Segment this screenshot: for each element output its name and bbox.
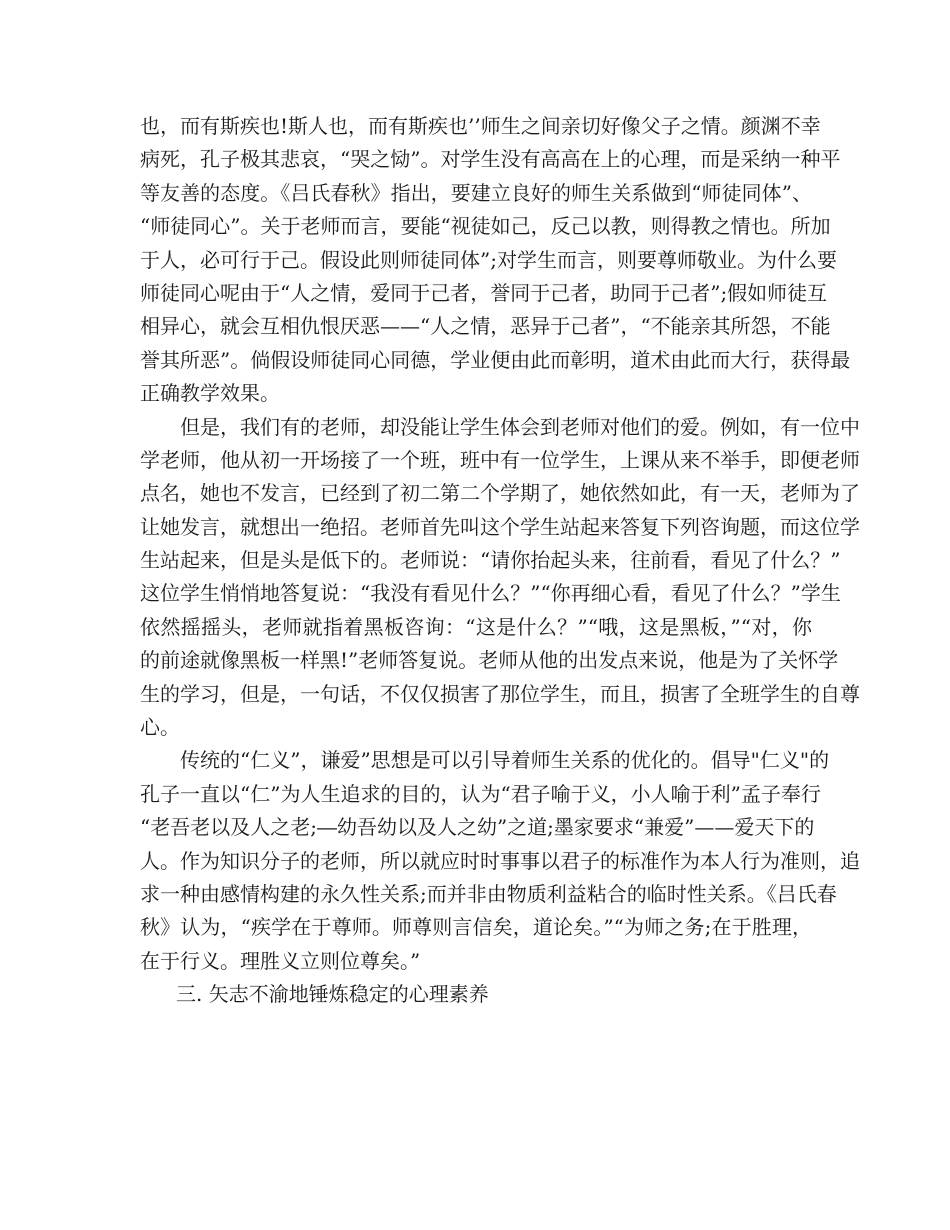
paragraph-line: 秋》认为，“疾学在于尊师。师尊则言信矣，道论矣。”“为师之务;在于胜理，: [140, 915, 812, 940]
paragraph-line: 生站起来，但是头是低下的。老师说：“请你抬起头来，往前看，看见了什么？”: [140, 548, 841, 573]
paragraph-line: 学老师，他从初一开场接了一个班，班中有一位学生，上课从来不举手，即便老师: [140, 447, 860, 472]
paragraph-line: 依然摇摇头，老师就指着黑板咨询：“这是什么？”“哦，这是黑板，”“对，你: [140, 614, 812, 639]
paragraph-line: 点名，她也不发言，已经到了初二第二个学期了，她依然如此，有一天，老师为了: [140, 481, 860, 506]
paragraph-line: 师徒同心呢由于“人之情，爱同于己者，誉同于己者，助同于己者”;假如师徒互: [140, 280, 828, 305]
paragraph-line: 心。: [140, 715, 180, 740]
paragraph-first-line: 但是，我们有的老师，却没能让学生体会到老师对他们的爱。例如，有一位中: [180, 414, 860, 439]
paragraph-line: 于人，必可行于己。假设此则师徒同体”;对学生而言，则要尊师敬业。为什么要: [140, 247, 837, 272]
paragraph-line: “老吾老以及人之老;―幼吾幼以及人之幼”之道;墨家要求“兼爱”——爱天下的: [140, 815, 815, 840]
paragraph-line: 这位学生悄悄地答复说：“我没有看见什么？”“你再细心看，看见了什么？”学生: [140, 581, 841, 606]
paragraph-line: 正确教学效果。: [140, 381, 280, 406]
paragraph-line: 让她发言，就想出一绝招。老师首先叫这个学生站起来答复下列咨询题，而这位学: [140, 514, 860, 539]
paragraph-line: 的前途就像黑板一样黑!”老师答复说。老师从他的出发点来说，他是为了关怀学: [140, 648, 839, 673]
paragraph-line: 誉其所恶”。倘假设师徒同心同德，学业便由此而彰明，道术由此而大行，获得最: [140, 347, 851, 372]
paragraph-line: 求一种由感情构建的永久性关系;而并非由物质利益粘合的临时性关系。《吕氏春: [140, 881, 837, 906]
paragraph-line: 也，而有斯疾也!斯人也，而有斯疾也’’师生之间亲切好像父子之情。颜渊不幸: [140, 114, 821, 138]
paragraph-line: 等友善的态度。《吕氏春秋》指出，要建立良好的师生关系做到“师徒同体”、: [140, 180, 812, 205]
body-text: [140, 110, 860, 1012]
paragraph-line: 孔子一直以“仁”为人生追求的目的，认为“君子喻于义，小人喻于利”孟子奉行: [140, 781, 821, 806]
paragraph-line: 相异心，就会互相仇恨厌恶——“人之情，恶异于己者”，“不能亲其所怨，不能: [140, 314, 831, 339]
paragraph-line: 在于行义。理胜义立则位尊矣。”: [140, 948, 421, 973]
paragraph-line: “师徒同心”。关于老师而言，要能“视徒如己，反己以教，则得教之情也。所加: [140, 214, 831, 239]
paragraph-line: 人。作为知识分子的老师，所以就应时时事事以君子的标准作为本人行为准则，追: [140, 848, 860, 873]
paragraph-line: 病死，孔子极其悲哀，“哭之恸”。对学生没有高高在上的心理，而是采纳一种平: [140, 147, 841, 172]
section-heading: 三. 矢志不渝地锤炼稳定的心理素养: [176, 982, 489, 1007]
paragraph-first-line: 传统的“仁义”，谦爱”思想是可以引导着师生关系的优化的。倡导"仁义"的: [180, 748, 830, 773]
paragraph-line: 生的学习，但是，一句话，不仅仅损害了那位学生，而且，损害了全班学生的自尊: [140, 681, 860, 706]
